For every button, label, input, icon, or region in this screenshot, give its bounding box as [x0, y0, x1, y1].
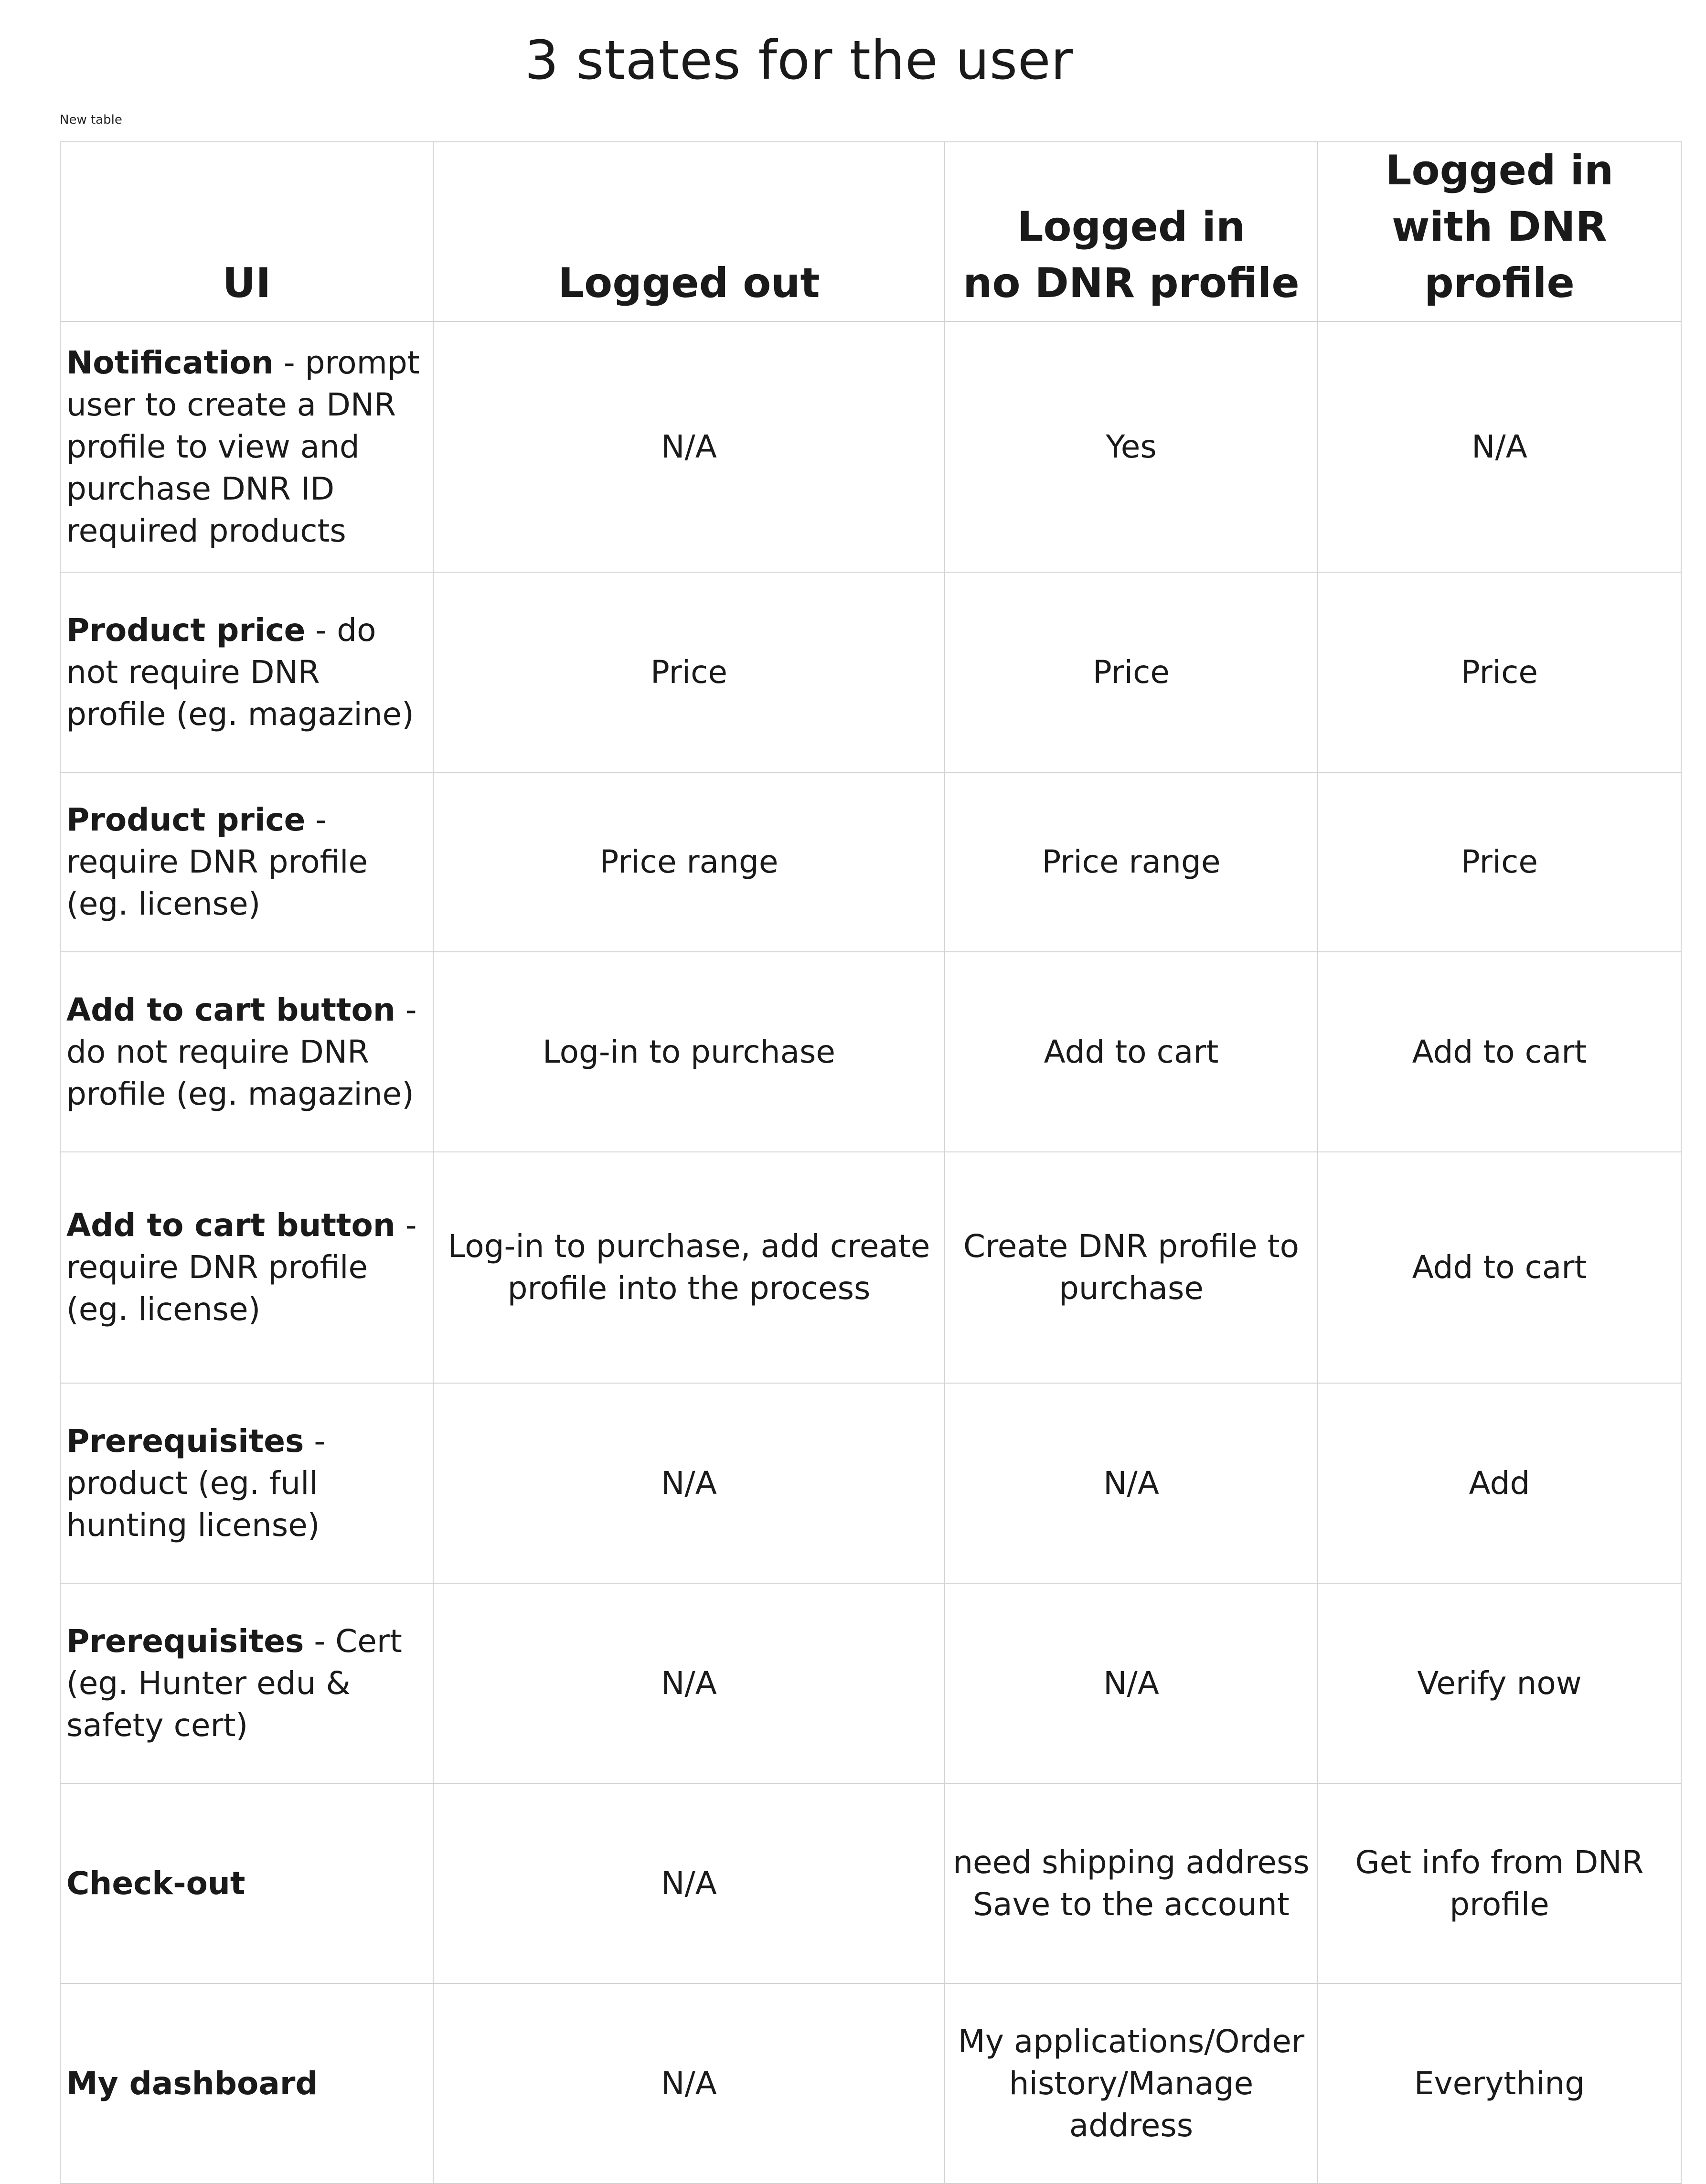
row-label-title: Notification	[66, 344, 274, 381]
table-row	[60, 1783, 1681, 1983]
column-header: Logged out	[433, 142, 945, 321]
cell-logged-out: Log-in to purchase, add create profile into the process	[433, 1152, 945, 1383]
cell-logged-in-with-profile: N/A	[1318, 321, 1681, 572]
cell-logged-in-with-profile: Add to cart	[1318, 1152, 1681, 1383]
table-row	[60, 321, 1681, 572]
cell-logged-in-no-profile: N/A	[945, 1383, 1318, 1583]
row-label-desc: - prompt user to create a DNR profile to view and purchase DNR ID required products	[66, 344, 420, 549]
row-label	[60, 1983, 433, 2184]
cell-logged-in-with-profile: Add	[1318, 1383, 1681, 1583]
table-row	[60, 572, 1681, 772]
row-label-desc: - product (eg. full hunting license)	[66, 1422, 326, 1544]
table-row	[60, 772, 1681, 952]
cell-logged-in-with-profile: Price	[1318, 572, 1681, 772]
row-label-title: Product price	[66, 611, 306, 649]
cell-logged-in-with-profile: Get info from DNR profile	[1318, 1783, 1681, 1983]
cell-logged-out: Price range	[433, 772, 945, 952]
row-label-title: Prerequisites	[66, 1422, 304, 1460]
cell-logged-in-no-profile: Add to cart	[945, 952, 1318, 1152]
row-label-title: My dashboard	[66, 2065, 318, 2102]
cell-logged-in-no-profile: need shipping address Save to the account	[945, 1783, 1318, 1983]
cell-logged-in-no-profile: Price	[945, 572, 1318, 772]
header-row	[60, 142, 1681, 321]
cell-logged-in-with-profile: Add to cart	[1318, 952, 1681, 1152]
row-label	[60, 321, 433, 572]
cell-logged-out: Log-in to purchase	[433, 952, 945, 1152]
user-states-table	[60, 141, 1682, 2184]
cell-logged-in-with-profile: Price	[1318, 772, 1681, 952]
table-caption: New table	[60, 113, 122, 127]
row-label	[60, 952, 433, 1152]
row-label	[60, 1783, 433, 1983]
column-header: UI	[60, 142, 433, 321]
row-label-desc: - Cert (eg. Hunter edu & safety cert)	[66, 1622, 402, 1744]
row-label	[60, 1383, 433, 1583]
cell-logged-in-no-profile: Yes	[945, 321, 1318, 572]
cell-logged-in-no-profile: N/A	[945, 1583, 1318, 1783]
row-label-desc: - require DNR profile (eg. license)	[66, 1207, 417, 1328]
table-row	[60, 1383, 1681, 1583]
cell-logged-in-no-profile: Price range	[945, 772, 1318, 952]
column-header: Logged in no DNR profile	[945, 142, 1318, 321]
table-row	[60, 952, 1681, 1152]
cell-logged-out: N/A	[433, 1983, 945, 2184]
row-label-title: Add to cart button	[66, 991, 395, 1028]
row-label-desc: - do not require DNR profile (eg. magazine)	[66, 991, 417, 1112]
cell-logged-out: N/A	[433, 1783, 945, 1983]
cell-logged-in-no-profile: Create DNR profile to purchase	[945, 1152, 1318, 1383]
row-label-title: Prerequisites	[66, 1622, 304, 1660]
row-label	[60, 1152, 433, 1383]
cell-logged-in-with-profile: Everything	[1318, 1983, 1681, 2184]
row-label	[60, 772, 433, 952]
cell-logged-out: N/A	[433, 1383, 945, 1583]
row-label-desc: - do not require DNR profile (eg. magazine)	[66, 611, 414, 733]
row-label-title: Check-out	[66, 1864, 245, 1902]
row-label	[60, 1583, 433, 1783]
cell-logged-in-no-profile: My applications/Order history/Manage address	[945, 1983, 1318, 2184]
cell-logged-out: Price	[433, 572, 945, 772]
row-label-title: Add to cart button	[66, 1207, 395, 1244]
column-header: Logged in with DNR profile	[1318, 142, 1681, 321]
row-label-title: Product price	[66, 801, 306, 838]
row-label-desc: - require DNR profile (eg. license)	[66, 801, 368, 922]
row-label	[60, 572, 433, 772]
cell-logged-in-with-profile: Verify now	[1318, 1583, 1681, 1783]
table-row	[60, 1152, 1681, 1383]
cell-logged-out: N/A	[433, 1583, 945, 1783]
table-row	[60, 1983, 1681, 2184]
cell-logged-out: N/A	[433, 321, 945, 572]
table-row	[60, 1583, 1681, 1783]
page-title: 3 states for the user	[524, 30, 1073, 92]
